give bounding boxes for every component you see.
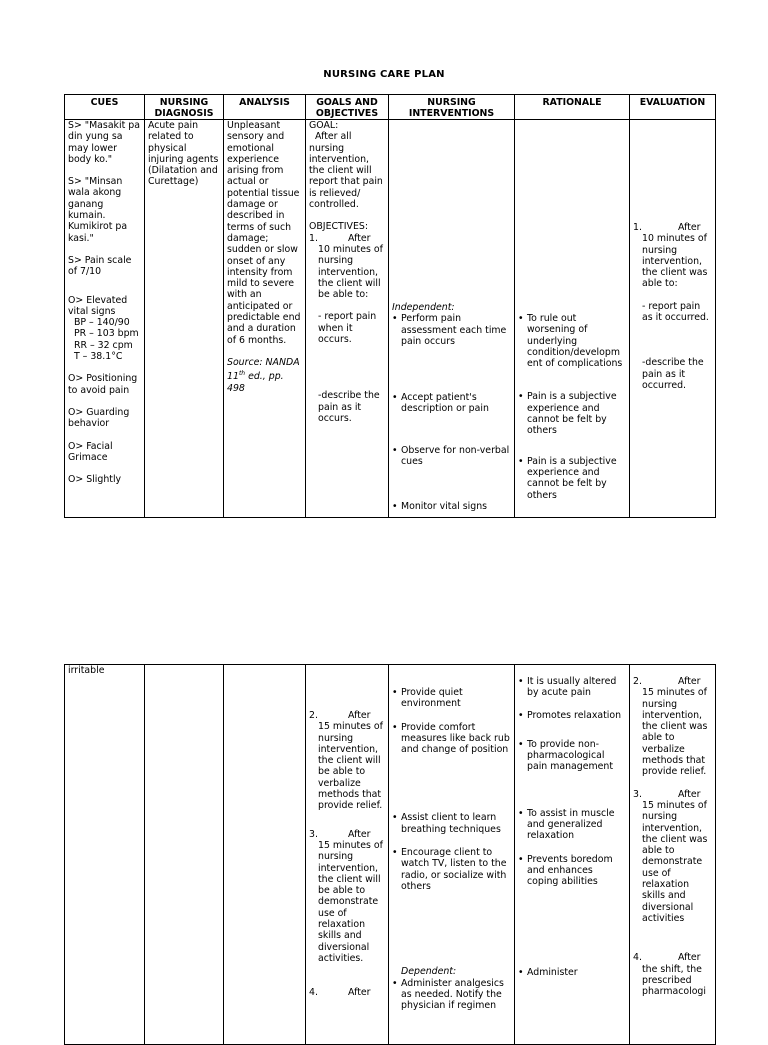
diagnosis-cell — [145, 120, 224, 518]
header-analysis: ANALYSIS — [224, 95, 306, 120]
objectives-label: OBJECTIVES: — [309, 221, 368, 233]
intervention-item: • Provide quiet environment — [392, 687, 511, 710]
intervention-item: • Observe for non-verbal cues — [392, 445, 511, 468]
goal-text: After all nursing intervention, the client will report that pain is relieved/ controlled. — [309, 131, 383, 211]
care-plan-table-page-1 — [64, 94, 716, 518]
rationale-item: • Pain is a subjective experience and cannot be felt by others — [518, 391, 626, 436]
intervention-item: • Administer analgesics as needed. Notify the physician if regimen — [392, 978, 511, 1012]
objective-1: 1. After 10 minutes of nursing intervention, the client will be able to: — [309, 232, 383, 301]
cue-pr: PR – 103 bpm — [68, 328, 139, 340]
rationale-item: • Pain is a subjective experience and cannot be felt by others — [518, 456, 626, 501]
evaluation-cell — [630, 120, 716, 518]
analysis-text: Unpleasant sensory and emotional experience arising from actual or potential tissue damage or described in terms of such damage; sudden or slow onset of any intensity from mild to severe with an anticipated or predictable end and a duration of 6 months. — [227, 120, 301, 346]
analysis-cell — [224, 665, 306, 1045]
evaluation-3: 3. After 15 minutes of nursing intervention, the client was able to demonstrate use of relaxation skills and diversional activities — [633, 788, 708, 924]
header-rationale: RATIONALE — [515, 95, 630, 120]
cue-subjective-2: S> "Minsan wala akong ganang kumain. Kumikirot pa kasi." — [68, 176, 128, 244]
cue-irritable: irritable — [68, 665, 105, 676]
rationale-item: • Administer — [518, 967, 626, 978]
header-evaluation: EVALUATION — [630, 95, 716, 120]
rationale-item: • To assist in muscle and generalized relaxation — [518, 808, 626, 842]
intervention-item: • Assist client to learn breathing techniques — [392, 812, 511, 835]
cue-subjective-1: S> "Masakit pa din yung sa may lower body ko." — [68, 120, 140, 165]
objective-4: 4. After — [309, 987, 371, 999]
goals-cell — [306, 665, 389, 1045]
cue-positioning: O> Positioning to avoid pain — [68, 373, 138, 396]
rationale-cell — [515, 120, 630, 518]
evaluation-cell — [630, 665, 716, 1045]
rationale-item: • Prevents boredom and enhances coping abilities — [518, 854, 626, 888]
interventions-cell — [389, 120, 515, 518]
evaluation-1b: -describe the pain as it occurred. — [642, 357, 704, 391]
independent-label: Independent: — [392, 302, 455, 313]
evaluation-2: 2. After 15 minutes of nursing intervention, the client was able to verbalize methods that provide relief. — [633, 676, 708, 778]
cue-slightly: O> Slightly — [68, 474, 122, 486]
objective-1a: - report pain when it occurs. — [318, 311, 377, 346]
intervention-item: • Provide comfort measures like back rub and change of position — [392, 722, 511, 756]
goal-label: GOAL: — [309, 120, 339, 131]
evaluation-4: 4. After the shift, the prescribed pharmacologi — [633, 952, 706, 998]
rationale-item: • Promotes relaxation — [518, 710, 626, 721]
header-goals-objectives: GOALS AND OBJECTIVES — [306, 95, 389, 120]
dependent-label: Dependent: — [401, 966, 457, 978]
cue-temp: T – 38.1°C — [68, 351, 123, 363]
cue-guarding: O> Guarding behavior — [68, 406, 130, 430]
page-title: NURSING CARE PLAN — [323, 69, 445, 80]
cue-facial-grimace: O> Facial Grimace — [68, 440, 113, 463]
nursing-diagnosis-text: Acute pain related to physical injuring agents (Dilatation and Curettage) — [148, 120, 219, 188]
evaluation-1: 1. After 10 minutes of nursing intervention, the client was able to: — [633, 222, 708, 290]
intervention-item: • Encourage client to watch TV, listen to the radio, or socialize with others — [392, 847, 511, 892]
rationale-item: • To provide non-pharmacological pain management — [518, 739, 626, 773]
cue-bp: BP – 140/90 — [68, 317, 130, 329]
evaluation-1a: - report pain as it occurred. — [642, 300, 709, 324]
intervention-item: • Monitor vital signs — [392, 501, 511, 512]
table-row — [65, 665, 716, 1045]
interventions-cell — [389, 665, 515, 1045]
cues-cell — [65, 120, 145, 518]
header-cues: CUES — [65, 95, 145, 120]
cue-pain-scale: S> Pain scale of 7/10 — [68, 254, 132, 278]
diagnosis-cell — [145, 665, 224, 1045]
analysis-source: Source: NANDA 11th ed., pp. 498 — [227, 356, 300, 394]
header-nursing-interventions: NURSING INTERVENTIONS — [389, 95, 515, 120]
care-plan-table-page-2 — [64, 664, 716, 1045]
objective-2: 2. After 15 minutes of nursing intervention, the client will be able to verbalize methods that provide relief. — [309, 710, 383, 812]
cue-vital-signs: O> Elevated vital signs — [68, 294, 128, 317]
table-row — [65, 120, 716, 518]
objective-3: 3. After 15 minutes of nursing intervention, the client will be able to demonstrate use of relaxation skills and diversional activities. — [309, 828, 383, 964]
header-nursing-diagnosis: NURSING DIAGNOSIS — [145, 95, 224, 120]
intervention-item: • Perform pain assessment each time pain occurs — [392, 313, 511, 347]
rationale-item: • To rule out worsening of underlying condition/developm ent of complications — [518, 313, 626, 369]
rationale-cell — [515, 665, 630, 1045]
cue-rr: RR – 32 cpm — [68, 339, 133, 351]
cues-cell — [65, 665, 145, 1045]
objective-1b: -describe the pain as it occurs. — [318, 390, 380, 424]
intervention-item: • Accept patient's description or pain — [392, 392, 511, 415]
goals-cell — [306, 120, 389, 518]
rationale-item: • It is usually altered by acute pain — [518, 676, 626, 699]
analysis-cell — [224, 120, 306, 518]
header-row — [65, 95, 716, 120]
